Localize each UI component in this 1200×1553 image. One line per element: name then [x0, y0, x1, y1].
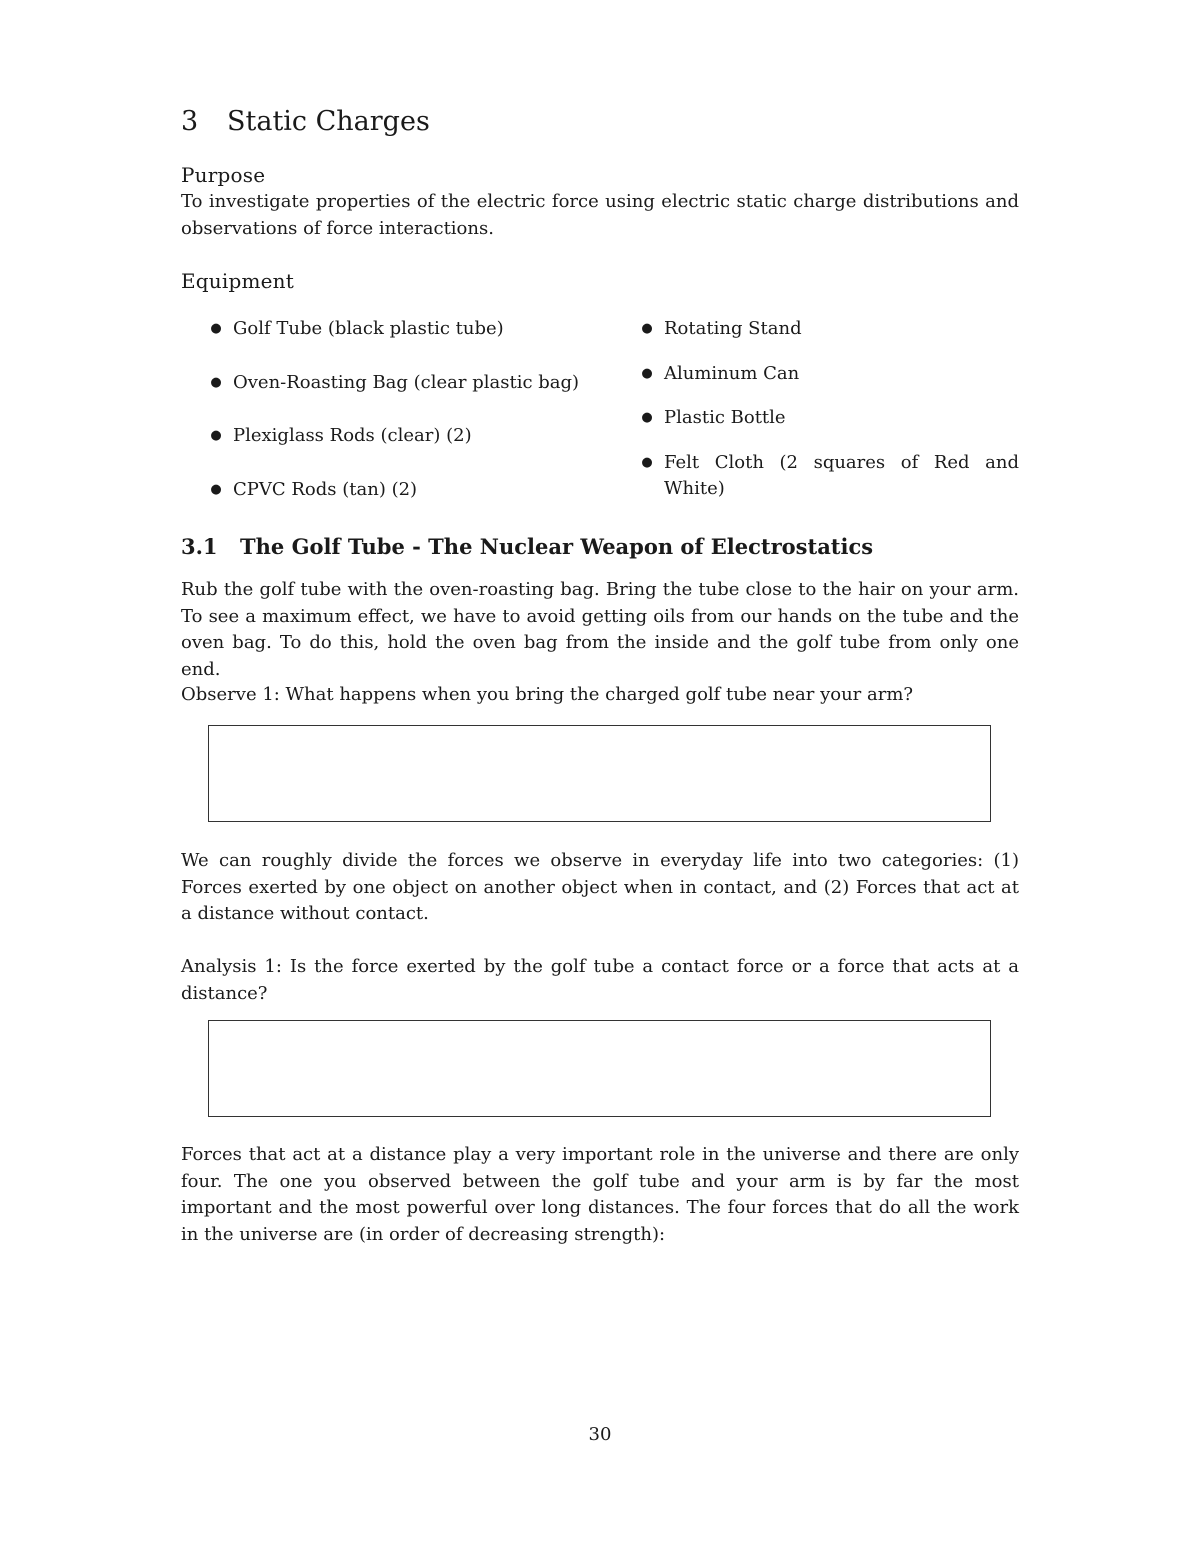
- section-number: 3.1: [181, 534, 218, 559]
- equipment-item: [640, 316, 1019, 343]
- bullet-icon: ●: [641, 410, 653, 425]
- chapter-title: [181, 106, 430, 137]
- bullet-icon: ●: [210, 428, 222, 443]
- purpose-heading: Purpose: [181, 163, 266, 187]
- equipment-item-label: Oven-Roasting Bag (clear plastic bag): [233, 371, 580, 393]
- equipment-item: [209, 316, 609, 343]
- equipment-column-left: [209, 316, 609, 530]
- equipment-heading: Equipment: [181, 269, 295, 293]
- section-title-text: The Golf Tube - The Nuclear Weapon of Electrostatics: [240, 534, 874, 559]
- analysis-1-answer-box[interactable]: [208, 1020, 991, 1117]
- equipment-item-label: Rotating Stand: [664, 318, 802, 339]
- page-number: 30: [588, 1424, 612, 1445]
- distance-forces-paragraph: Forces that act at a distance play a very important role in the universe and there are only four. The one you observed between the golf tube and your arm is by far the most important and the most powerful over long distances. The four forces that do all the work in the universe are (in order of decreasing strength):: [181, 1144, 1019, 1245]
- equipment-item-label: Golf Tube (black plastic tube): [233, 318, 504, 339]
- chapter-number: 3: [181, 106, 199, 137]
- observe-1-question: Observe 1: What happens when you bring the charged golf tube near your arm?: [181, 684, 914, 705]
- equipment-item-label: CPVC Rods (tan) (2): [233, 478, 418, 500]
- bullet-icon: ●: [641, 365, 653, 381]
- bullet-icon: ●: [641, 321, 653, 336]
- equipment-item: [640, 405, 1019, 432]
- equipment-item: [640, 450, 1019, 503]
- equipment-item: [209, 370, 609, 397]
- document-page: [181, 0, 1019, 1553]
- equipment-item: [640, 361, 1019, 388]
- equipment-list: [181, 316, 1019, 506]
- bullet-icon: ●: [641, 454, 653, 470]
- purpose-text: To investigate properties of the electric force using electric static charge distributions and observations of force interactions.: [181, 191, 1019, 239]
- section-title: [181, 534, 873, 559]
- chapter-title-text: Static Charges: [227, 106, 430, 137]
- equipment-item: [209, 477, 609, 504]
- equipment-item: [209, 423, 609, 450]
- analysis-1-question: Analysis 1: Is the force exerted by the golf tube a contact force or a force that acts at a distance?: [181, 956, 1019, 1004]
- equipment-item-label: Plexiglass Rods (clear) (2): [233, 425, 472, 446]
- bullet-icon: ●: [210, 374, 222, 390]
- equipment-item-label: Felt Cloth (2 squares of Red and White): [664, 451, 1019, 499]
- forces-paragraph: We can roughly divide the forces we observe in everyday life into two categories: (1) Forces exerted by one object on another object when in contact, and (2) Forces that act at a distance without contact.: [181, 850, 1019, 924]
- equipment-item-label: Aluminum Can: [664, 362, 800, 384]
- observe-1-answer-box[interactable]: [208, 725, 991, 822]
- intro-paragraph: Rub the golf tube with the oven-roasting bag. Bring the tube close to the hair on your arm. To see a maximum effect, we have to avoid getting oils from our hands on the tube and the oven bag. To do this, hold the oven bag from the inside and the golf tube from only one end.: [181, 579, 1019, 680]
- equipment-item-label: Plastic Bottle: [664, 407, 786, 428]
- bullet-icon: ●: [210, 321, 222, 336]
- bullet-icon: ●: [210, 481, 222, 497]
- equipment-column-right: [640, 316, 1019, 521]
